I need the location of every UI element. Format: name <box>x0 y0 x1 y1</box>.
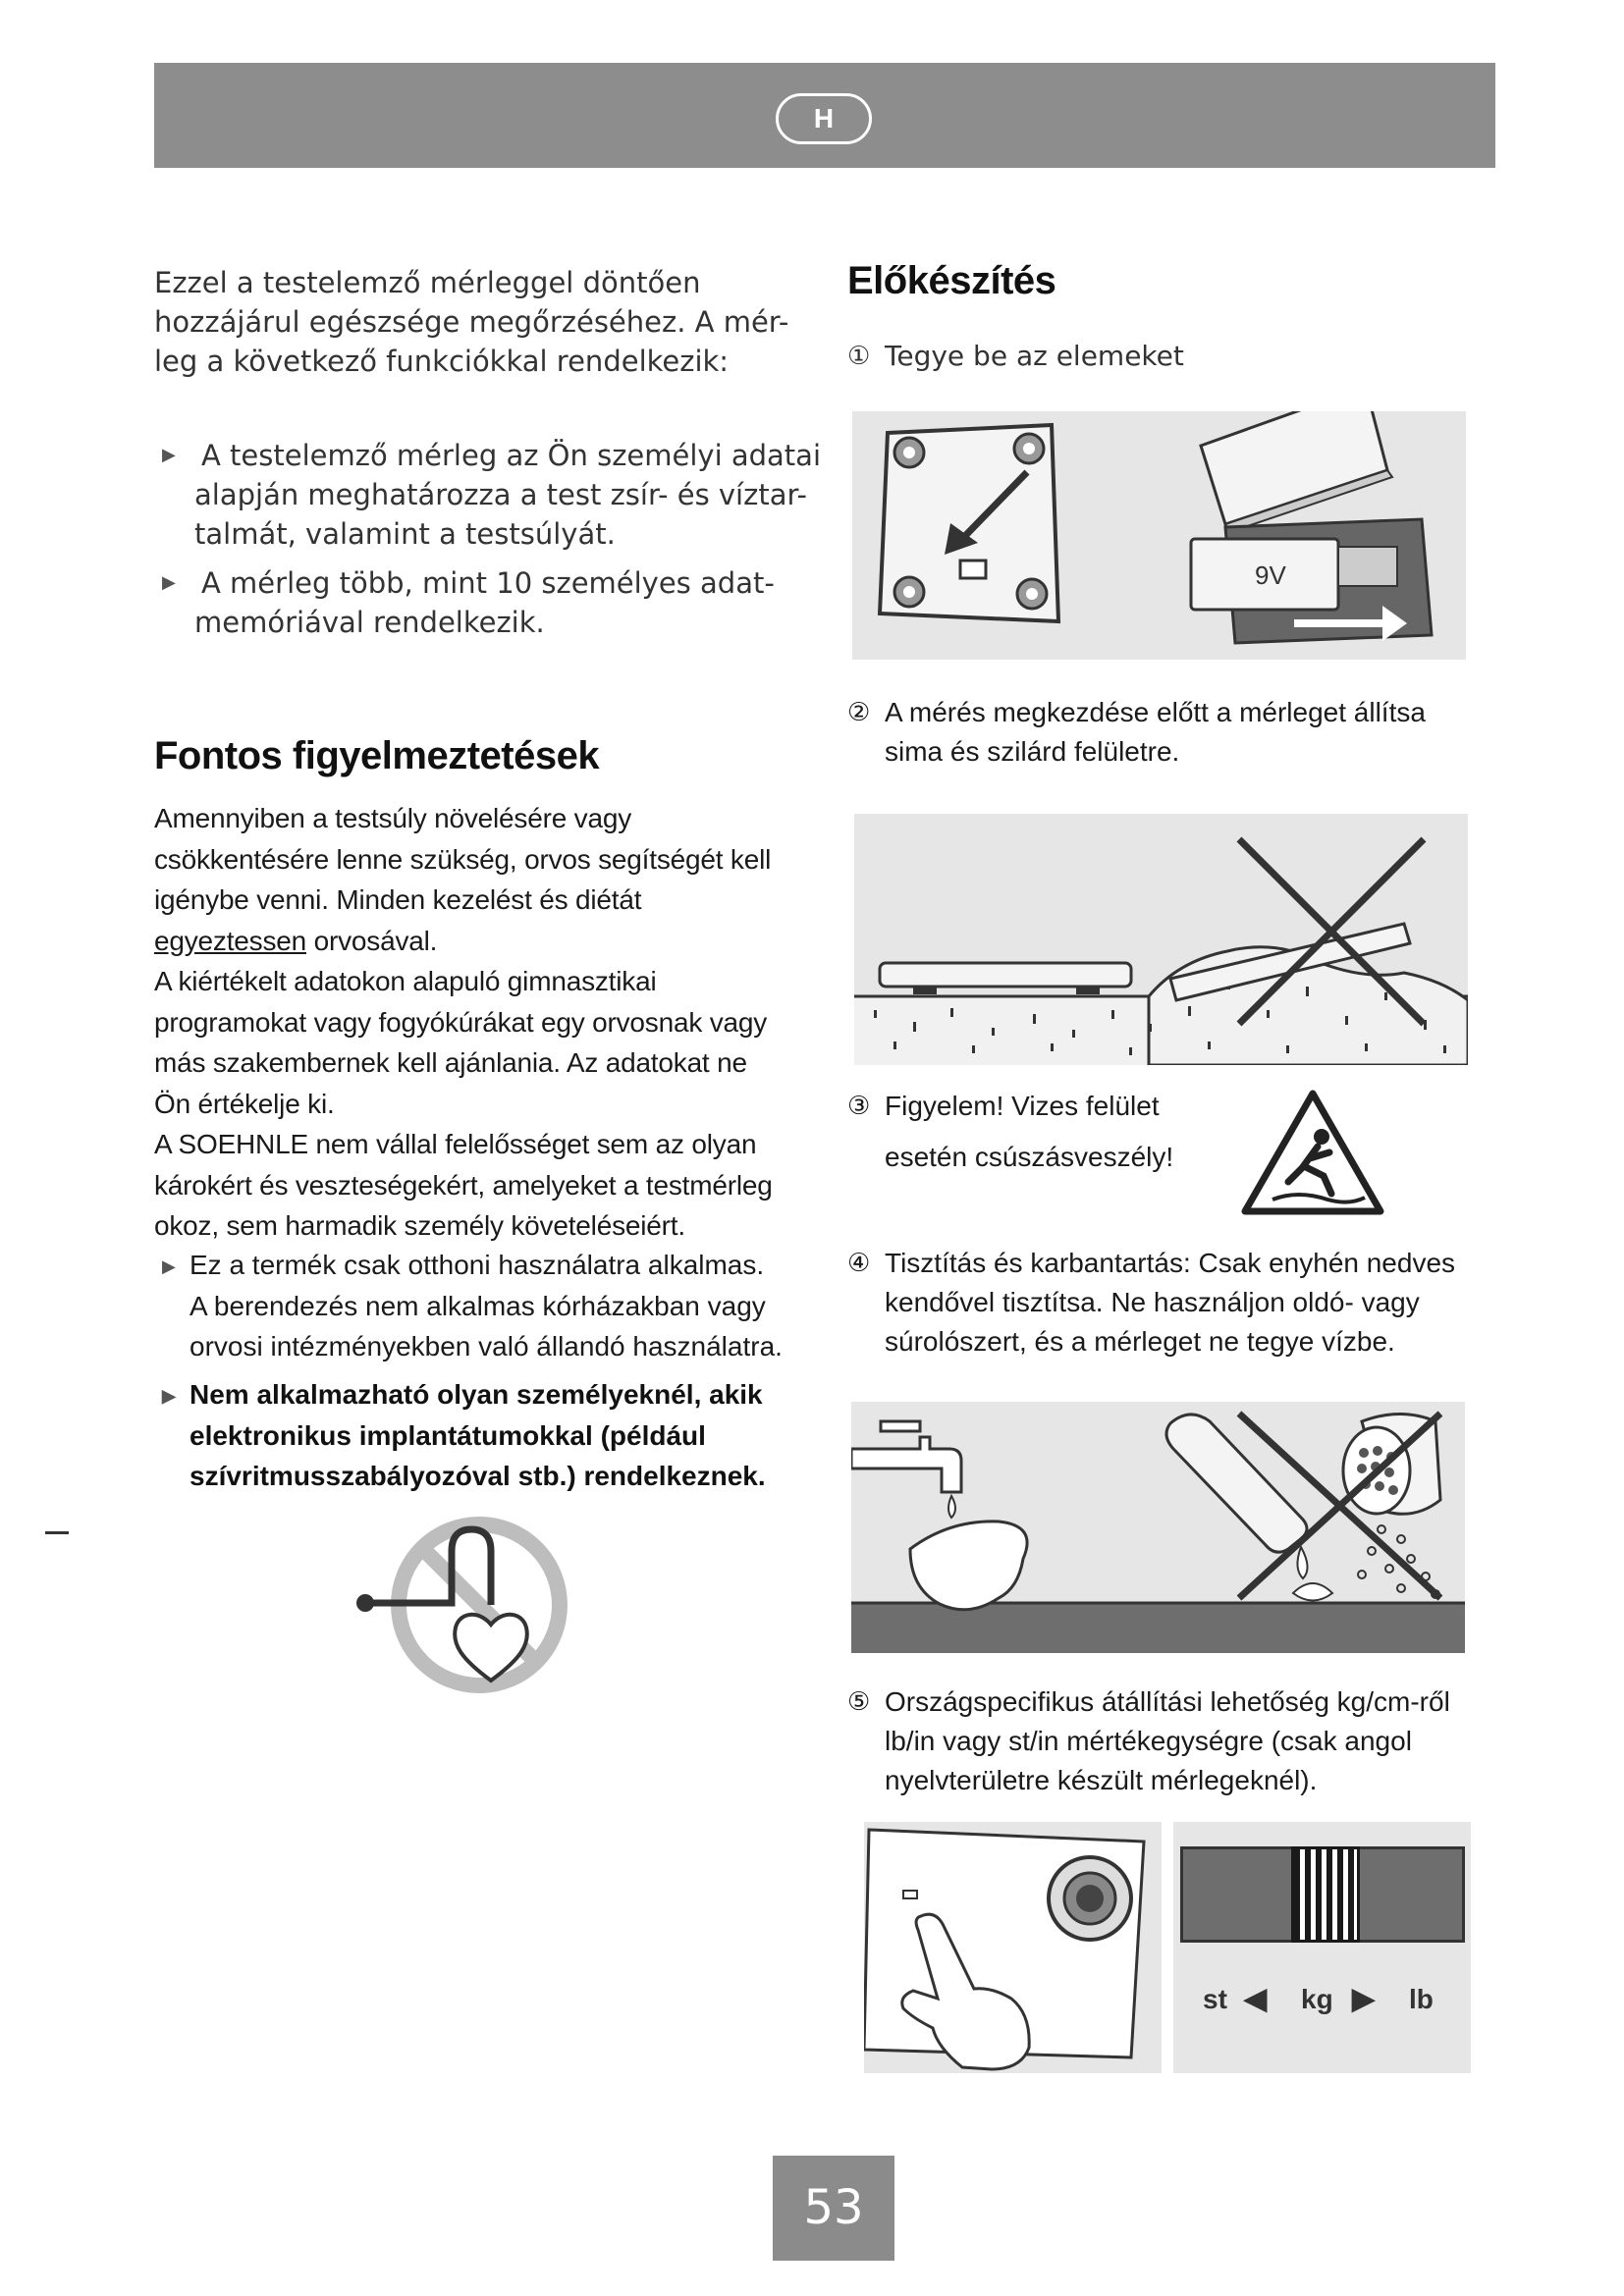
warning-line: igénybe venni. Minden kezelést és diétát <box>154 884 642 915</box>
battery-illustration <box>852 411 1466 660</box>
cleaning-illustration <box>851 1402 1465 1653</box>
warnings-text <box>154 798 841 1247</box>
step-number: ① <box>847 342 871 371</box>
unit-kg: kg <box>1301 1984 1333 2014</box>
step-2: ② A mérés megkezdése előtt a mérleget állítsa sima és szilárd felületre. <box>847 693 1476 772</box>
page-number: 53 <box>773 2156 894 2261</box>
battery-label: 9V <box>1255 561 1286 590</box>
unit-switch-illustration <box>864 1822 1162 2073</box>
unit-labels <box>1203 1984 1448 2023</box>
feature-line: A mérleg több, mint 10 személyes adat- <box>201 566 775 600</box>
warning-line: Amennyiben a testsúly növelésére vagy <box>154 803 631 833</box>
step-4: ④ Tisztítás és karbantartás: Csak enyhén nedves kendővel tisztítsa. Ne használjon oldó- vagy súrolószert, és a mérleget ne tegye vízbe. <box>847 1244 1476 1362</box>
intro-text <box>154 263 822 381</box>
margin-mark <box>45 1531 69 1534</box>
warning-bullet: ▶ Ez a termék csak otthoni használatra alkalmas. A berendezés nem alkalmas kórházakban vagy orvosi intézményekben való állandó használatra. <box>162 1245 849 1367</box>
bullet-triangle-icon: ▶ <box>162 445 176 465</box>
feature-line: alapján meghatározza a test zsír- és víztar- <box>194 478 808 511</box>
step-number: ② <box>847 698 871 727</box>
intro-line: Ezzel a testelemző mérleggel döntően <box>154 266 701 299</box>
step-number: ③ <box>847 1092 871 1121</box>
feature-line: talmát, valamint a testsúlyát. <box>194 517 616 551</box>
feature-item <box>162 436 830 554</box>
warning-line: A kiértékelt adatokon alapuló gimnasztikai <box>154 966 657 996</box>
arrow-left-icon: ◀ <box>1244 1983 1268 2015</box>
unit-slide-knob[interactable] <box>1291 1846 1360 1943</box>
step-1: ① Tegye be az elemeket <box>847 337 1476 376</box>
bullet-triangle-icon: ▶ <box>162 1256 176 1276</box>
cleaning-drawing <box>851 1402 1465 1653</box>
step-3: ③ Figyelem! Vizes felület esetén csúszásveszély! <box>847 1087 1240 1177</box>
pacemaker-prohibited-icon <box>353 1512 569 1698</box>
slip-warning-icon <box>1239 1088 1386 1217</box>
unit-st: st <box>1203 1984 1227 2014</box>
language-badge: H <box>776 93 872 144</box>
warning-line: okoz, sem harmadik személy követeléseiért. <box>154 1210 685 1241</box>
feature-line: A testelemző mérleg az Ön személyi adatai <box>201 439 822 472</box>
bullet-triangle-icon: ▶ <box>162 1386 176 1406</box>
unit-lb: lb <box>1409 1984 1434 2014</box>
unit-selector <box>1173 1822 1471 2073</box>
warning-bullet-bold: ▶ Nem alkalmazható olyan személyeknél, akik elektronikus implantátumokkal (például szívritmusszabályozóval stb.) rendelkeznek. <box>162 1374 869 1497</box>
preparation-title: Előkészítés <box>847 259 1056 302</box>
surface-illustration <box>854 814 1468 1065</box>
warning-line: egyeztessen orvosával. <box>154 925 438 956</box>
bullet-triangle-icon: ▶ <box>162 572 176 593</box>
feature-item <box>162 563 830 642</box>
battery-drawing <box>852 411 1466 660</box>
underlined-word: egyeztessen <box>154 925 307 956</box>
warning-line: csökkentésére lenne szükség, orvos segítségét kell <box>154 843 772 875</box>
warning-line: A SOEHNLE nem vállal felelősséget sem az olyan <box>154 1129 757 1159</box>
finger-drawing <box>864 1822 1162 2073</box>
arrow-right-icon: ▶ <box>1352 1983 1376 2015</box>
warning-line: programokat vagy fogyókúrákat egy orvosnak vagy <box>154 1006 768 1038</box>
warning-line: Ön értékelje ki. <box>154 1088 335 1119</box>
feature-line: memóriával rendelkezik. <box>194 606 545 639</box>
step-number: ⑤ <box>847 1687 871 1717</box>
step-5: ⑤ Országspecifikus átállítási lehetőség kg/cm-ről lb/in vagy st/in mértékegységre (csak angol nyelvterületre készült mérlegeknél). <box>847 1682 1476 1800</box>
warning-line: károkért és veszteségekért, amelyeket a testmérleg <box>154 1169 773 1201</box>
surface-drawing <box>854 814 1468 1065</box>
warnings-title: Fontos figyelmeztetések <box>154 734 600 777</box>
step-number: ④ <box>847 1249 871 1278</box>
intro-line: leg a következő funkciókkal rendelkezik: <box>154 345 730 378</box>
warning-line: más szakembernek kell ajánlania. Az adatokat ne <box>154 1047 747 1078</box>
intro-line: hozzájárul egészsége megőrzéséhez. A mér- <box>154 305 789 339</box>
